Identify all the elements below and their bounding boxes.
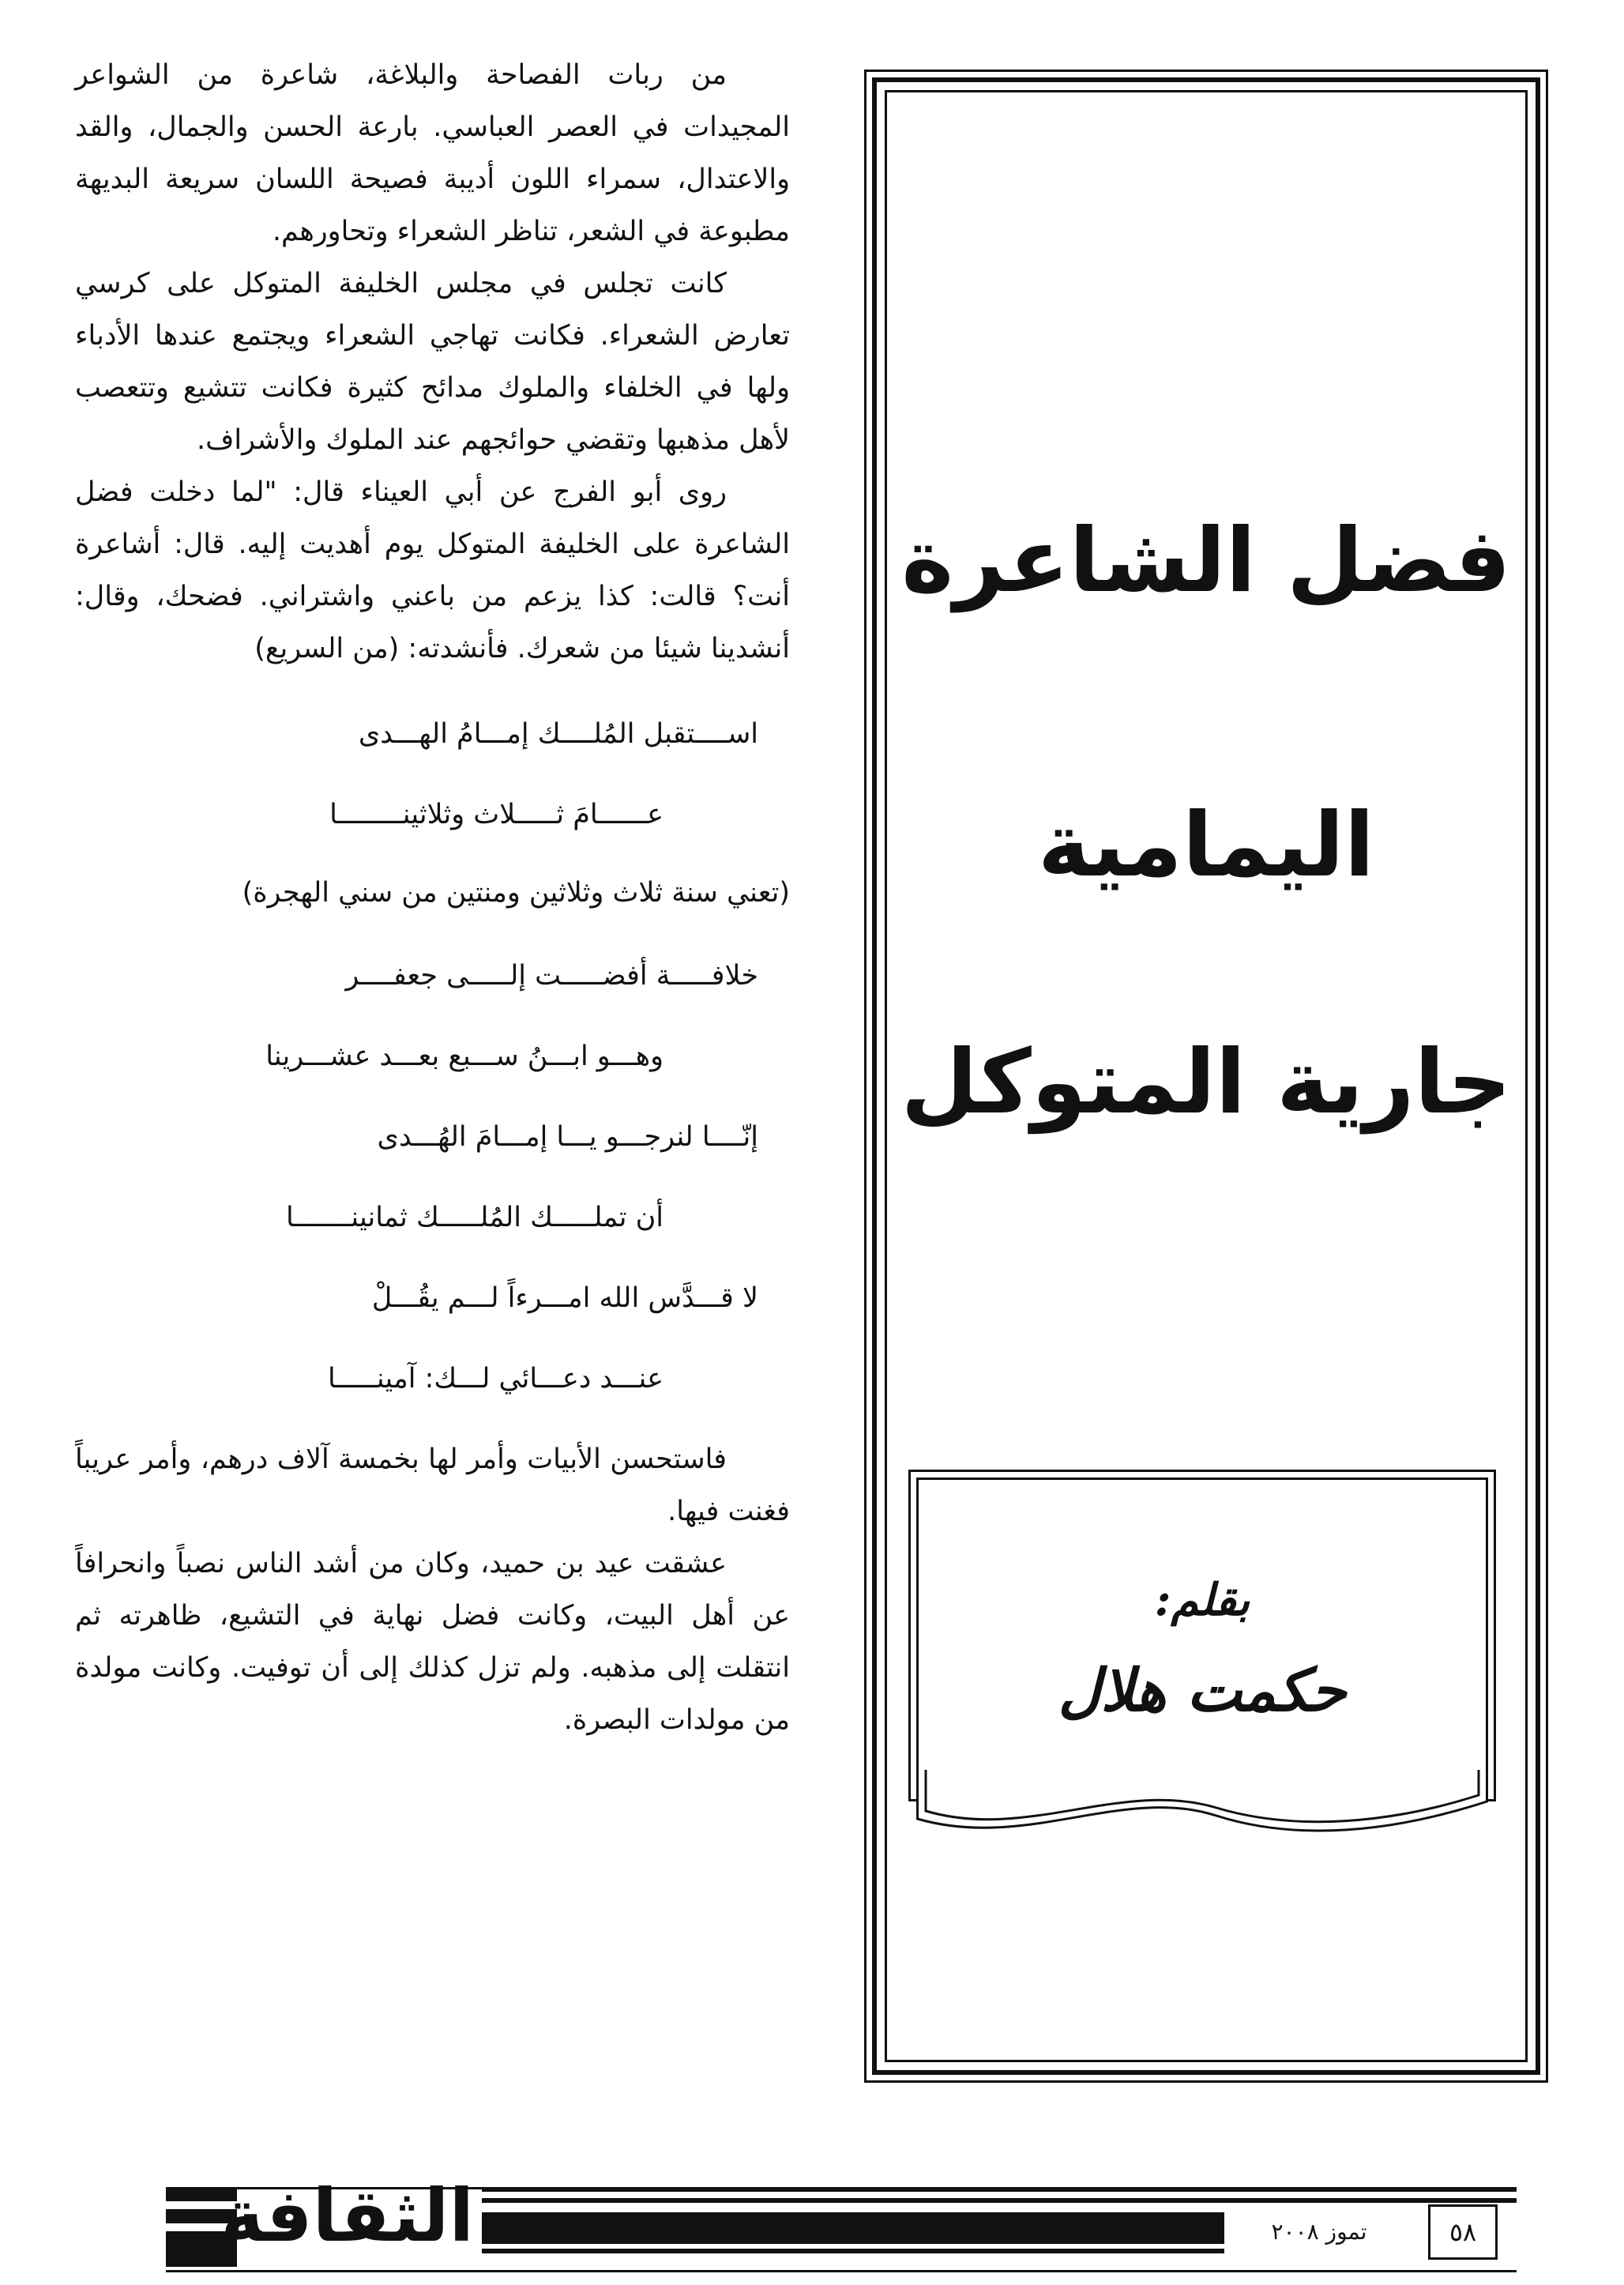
paragraph-narration: روى أبو الفرج عن أبي العيناء قال: "لما دخلت فضل الشاعرة على الخليفة المتوكل يوم أهديت إليه. قال: أشاعرة أنت؟ قالت: كذا يزعم من باعني واشتراني. فضحك، وقال: أنشدينا شيئا من شعرك. فأنشدته: (من السريع) bbox=[75, 476, 790, 664]
verse-line: أن تملـــــك المُلـــــك ثمانينـــــــا bbox=[285, 1202, 664, 1233]
paragraph-majlis: كانت تجلس في مجلس الخليفة المتوكل على كرسي تعارض الشعراء. فكانت تهاجي الشعراء ويجتمع عندها الأدباء ولها في الخلفاء والملوك مدائح كثيرة فكانت تتشيع وتتعصب لأهل مذهبها وتقضي حوائجهم عند الملوك والأشراف. bbox=[75, 268, 790, 456]
verse-line: خلافـــــة أفضـــــت إلـــــى جعفــــر bbox=[345, 960, 758, 992]
paragraph-intro: من ربات الفصاحة والبلاغة، شاعرة من الشواعر المجيدات في العصر العباسي. بارعة الحسن والجمال، والقد والاعتدال، سمراء اللون أديبة فصيحة اللسان سريعة البديهة مطبوعة في الشعر، تناظر الشعراء وتحاورهم. bbox=[75, 59, 790, 247]
verse-line: لا قـــدَّس الله امـــرءاً لـــم يقُـــلْ bbox=[371, 1282, 758, 1314]
footnote-hijra: (تعني سنة ثلاث وثلاثين ومنتين من سني الهجرة) bbox=[242, 877, 790, 909]
author-byline-label: بقلم: bbox=[1154, 1574, 1250, 1626]
issue-date: تموز ٢٠٠٨ bbox=[1271, 2219, 1367, 2245]
paragraph-reward: فاستحسن الأبيات وأمر لها بخمسة آلاف درهم، وأمر عريباً فغنت فيها. bbox=[75, 1444, 790, 1527]
author-box-wave-edge bbox=[916, 1770, 1488, 1857]
magazine-logo: الثقافة bbox=[220, 2174, 474, 2258]
verse-line: إنّــــا لنرجـــو يـــا إمـــامَ الهُـــدى bbox=[377, 1121, 758, 1153]
poem-stanza-2 bbox=[75, 935, 790, 1419]
page-number: ٥٨ bbox=[1428, 2204, 1498, 2260]
poem-stanza-1 bbox=[75, 694, 790, 855]
article-title-line-2: اليمامية bbox=[1037, 794, 1375, 897]
author-box-inner-border bbox=[916, 1478, 1488, 1794]
footer-bar bbox=[482, 2198, 1517, 2203]
footer-bar bbox=[482, 2249, 1224, 2253]
verse-line: اســــتقبل المُلــــك إمـــامُ الهـــدى bbox=[358, 718, 758, 750]
verse-line: عــــــامَ ثـــــلاث وثلاثينــــــــا bbox=[329, 799, 664, 830]
verse-line: وهـــو ابـــنُ ســـبع بعـــد عشـــرينا bbox=[265, 1041, 664, 1072]
paragraph-ending: عشقت عيد بن حميد، وكان من أشد الناس نصباً وانحرافاً عن أهل البيت، وكانت فضل نهاية في التشيع، ظاهرته ثم انتقلت إلى مذهبه. ولم تزل كذلك إلى أن توفيت. وكانت مولدة من مولدات البصرة. bbox=[75, 1548, 790, 1736]
footer-bar bbox=[482, 2212, 1224, 2244]
verse-line: عنـــد دعـــائي لـــك: آمينـــــا bbox=[327, 1363, 664, 1395]
author-name: حكمت هلال bbox=[1058, 1657, 1347, 1725]
footer-bar bbox=[482, 2187, 1517, 2192]
footer-rule-bottom bbox=[166, 2270, 1517, 2272]
article-body bbox=[75, 49, 790, 1746]
article-title-line-3: جارية المتوكل bbox=[900, 1031, 1512, 1134]
article-title-line-1: فضل الشاعرة bbox=[901, 510, 1511, 612]
